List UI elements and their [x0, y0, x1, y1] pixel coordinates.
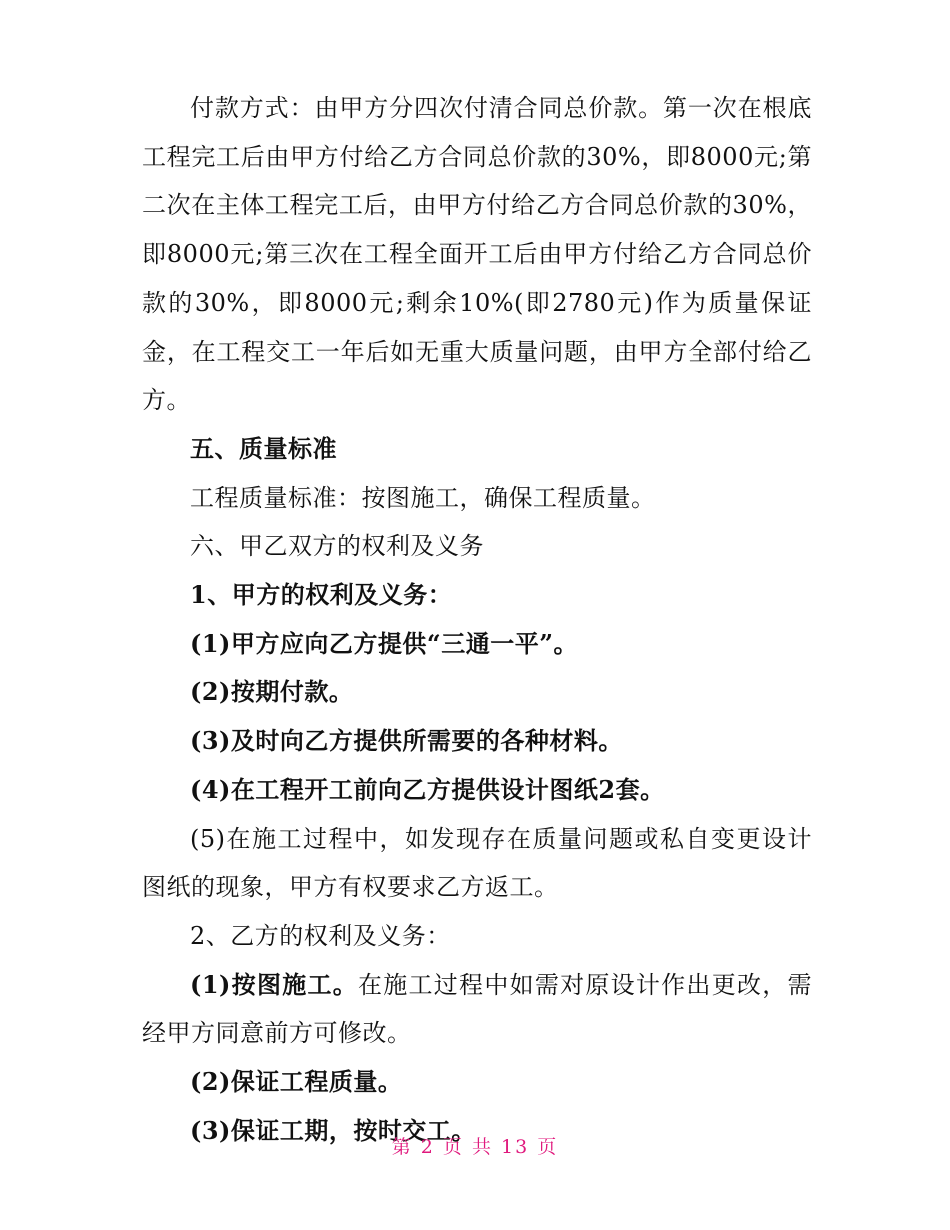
- section-heading-rights-obligations: 六、甲乙双方的权利及义务: [190, 532, 484, 561]
- payment-terms-paragraph: 付款方式：由甲方分四次付清合同总价款。第一次在根底工程完工后由甲方付给乙方合同总价款的30%，即8000元;第二次在主体工程完工后，由甲方付给乙方合同总价款的30%，即8000元;第三次在工程全面开工后由甲方付给乙方合同总价款的30%，即8000元;剩余10%(即2780元)作为质量保证金，在工程交工一年后如无重大质量问题，由甲方全部付给乙方。: [142, 94, 812, 415]
- party-a-item-5: (5)在施工过程中，如发现存在质量问题或私自变更设计图纸的现象，甲方有权要求乙方返工。: [142, 824, 812, 902]
- party-b-item-3: (3)保证工期，按时交工。: [190, 1115, 476, 1145]
- party-b-item-1-lead: (1)按图施工。: [190, 969, 358, 999]
- party-b-item-2: (2)保证工程质量。: [190, 1067, 403, 1097]
- party-b-item-1: [142, 961, 812, 1058]
- party-a-item-4: (4)在工程开工前向乙方提供设计图纸2套。: [190, 774, 665, 804]
- party-a-heading: 1、甲方的权利及义务：: [190, 580, 453, 610]
- quality-standard-paragraph: 工程质量标准：按图施工，确保工程质量。: [190, 483, 656, 512]
- document-body: [142, 84, 812, 1155]
- party-a-item-1: (1)甲方应向乙方提供“三通一平”。: [190, 628, 579, 658]
- section-heading-quality-standard: 五、质量标准: [190, 433, 337, 463]
- party-a-item-3: (3)及时向乙方提供所需要的各种材料。: [190, 726, 623, 756]
- party-b-item-1-detail: 在施工过程中如需对原设计作出更改，需经甲方同意前方可修改。: [142, 970, 812, 1048]
- party-a-item-2: (2)按期付款。: [190, 677, 354, 707]
- page-number: 第 2 页 共 13 页: [391, 1136, 559, 1158]
- party-b-heading: 2、乙方的权利及义务：: [190, 921, 451, 950]
